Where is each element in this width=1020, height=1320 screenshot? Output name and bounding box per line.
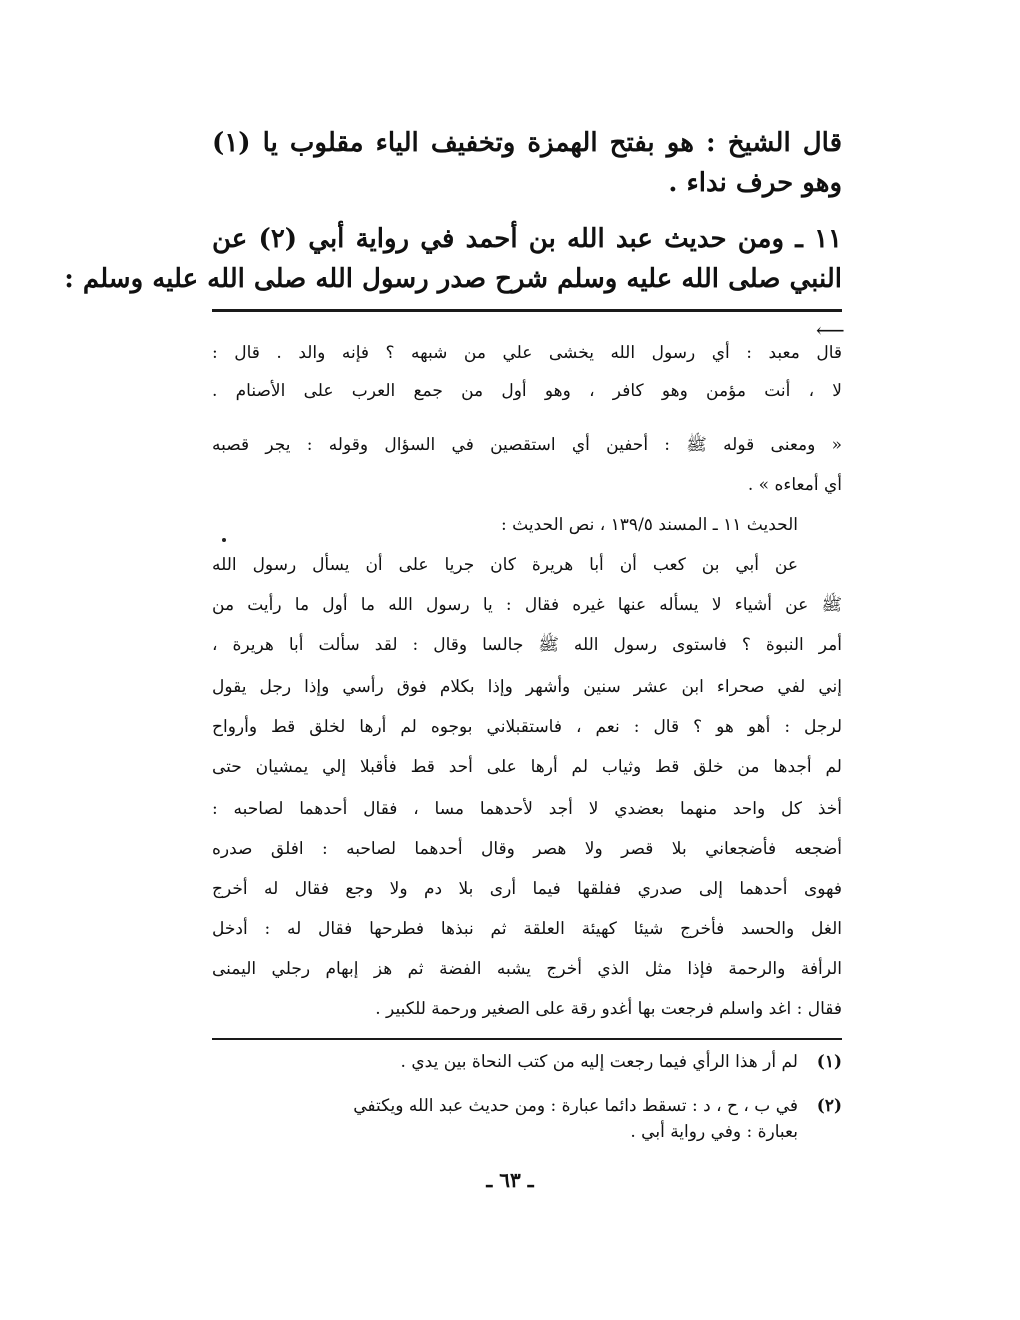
footnote-1-number: (١) xyxy=(816,1052,842,1072)
note-line-4: أي أمعاءه » . xyxy=(747,475,842,495)
main-text-line-3: ١١ ـ ومن حديث عبد الله بن أحمد في رواية أبي (٢) عن xyxy=(212,224,842,254)
ink-mark xyxy=(222,538,226,542)
hadith-line-2: ﷺ عن أشياء لا يسأله عنها غيره فقال : يا رسول الله ما أول ما رأيت من xyxy=(212,595,842,615)
hadith-line-5: لرجل : أهو هو ؟ قال : نعم ، فاستقبلاني بوجوه لم أرها لخلق قط وأرواح xyxy=(212,717,842,737)
continuation-arrow-icon: ⟵ xyxy=(816,318,845,342)
hadith-line-3: أمر النبوة ؟ فاستوى رسول الله ﷺ جالسا وقال : لقد سألت أبا هريرة ، xyxy=(212,635,842,655)
hadith-line-12: فقال : اغد واسلم فرجعت بها أغدو رقة على الصغير ورحمة للكبير . xyxy=(375,999,842,1019)
main-text-line-1: قال الشيخ : هو بفتح الهمزة وتخفيف الياء مقلوب يا (١) xyxy=(212,128,842,158)
note-line-2: لا ، أنت مؤمن وهو كافر ، وهو أول من جمع العرب على الأصنام . xyxy=(212,381,842,401)
page-number: ـ ٦٣ ـ xyxy=(486,1168,534,1192)
footnote-divider xyxy=(212,1038,842,1040)
footnote-2-text-line-1: في ب ، ح ، د : تسقط دائما عبارة : ومن حديث عبد الله ويكتفي xyxy=(353,1096,798,1116)
hadith-line-1: عن أبي بن كعب أن أبا هريرة كان جريا على أن يسأل رسول الله xyxy=(212,555,798,575)
main-text-line-2: وهو حرف نداء . xyxy=(668,168,842,198)
footnote-1-text: لم أر هذا الرأي فيما رجعت إليه من كتب النحاة بين يدي . xyxy=(400,1052,798,1072)
main-text-line-4: النبي صلى الله عليه وسلم شرح صدر رسول الله صلى الله عليه وسلم : xyxy=(64,264,842,294)
section-divider xyxy=(212,309,842,312)
hadith-line-8: أضجعه فأضجعاني بلا قصر ولا هصر وقال أحدهما لصاحبه : افلق صدره xyxy=(212,839,842,859)
footnote-2-number: (٢) xyxy=(816,1096,842,1116)
hadith-line-6: لم أجدها من خلق قط وثياب لم أرها على أحد قط فأقبلا إلي يمشيان حتى xyxy=(212,757,842,777)
hadith-line-4: إني لفي صحراء ابن عشر سنين وأشهر وإذا بكلام فوق رأسي وإذا رجل يقول xyxy=(212,677,842,697)
note-line-1: قال معبد : أي رسول الله يخشى علي من شبهه ؟ فإنه والد . قال : xyxy=(212,343,842,363)
hadith-heading: الحديث ١١ ـ المسند ١٣٩/٥ ، نص الحديث : xyxy=(501,515,798,535)
hadith-line-9: فهوى أحدهما إلى صدري ففلقها فيما أرى بلا دم ولا وجع فقال له أخرج xyxy=(212,879,842,899)
hadith-line-11: الرأفة والرحمة فإذا مثل الذي أخرج يشبه الفضة ثم هز إبهام رجلي اليمنى xyxy=(212,959,842,979)
footnote-2-text-line-2: بعبارة : وفي رواية أبي . xyxy=(630,1122,798,1142)
note-line-3: « ومعنى قوله ﷺ : أحفين أي استقصين في السؤال وقوله : يجر قصبه xyxy=(212,435,842,455)
hadith-line-10: الغل والحسد فأخرج شيئا كهيئة العلقة ثم نبذها فطرحها فقال له : أدخل xyxy=(212,919,842,939)
hadith-line-7: أخذ كل واحد منهما بعضدي لا أجد لأحدهما مسا ، فقال أحدهما لصاحبه : xyxy=(212,799,842,819)
